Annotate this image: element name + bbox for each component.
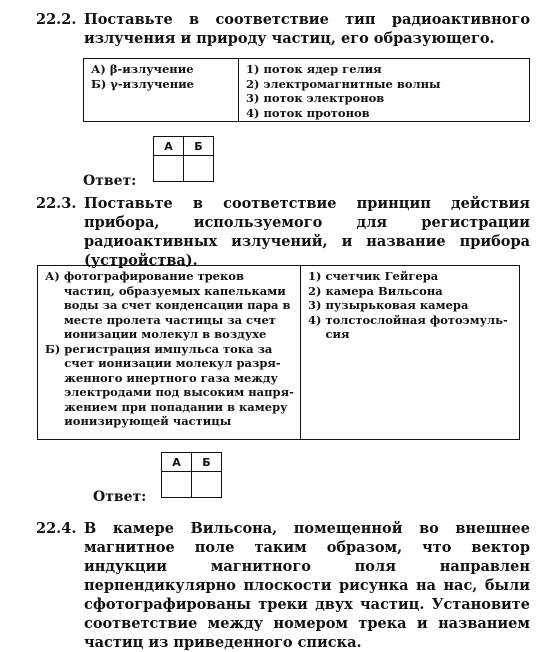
task-number: 22.4.	[36, 520, 77, 537]
matching-table-22-2	[83, 58, 530, 122]
task-22-4	[36, 519, 530, 652]
task-22-3	[36, 194, 530, 270]
right-item: 1) поток ядер гелия	[246, 62, 382, 76]
right-column	[300, 266, 519, 439]
left-column	[84, 59, 238, 121]
left-item: Б) регистрация импульса тока за счет ионизации молекул разряженного инертного газа между электродами под высоким напряжением при попадании в камеру ионизирующей частицы	[45, 341, 294, 428]
right-column	[238, 59, 529, 121]
answer-header: А	[154, 137, 184, 156]
task-22-2	[36, 10, 530, 48]
answer-cell-a[interactable]	[154, 156, 184, 182]
answer-cell-a[interactable]	[162, 472, 192, 498]
task-text: Поставьте в соответствие тип радиоактивного излучения и природу частиц, его образующего.	[84, 11, 530, 47]
left-item: А) фотографирование треков частиц, образуемых капельками воды за счет конденсации пара в месте пролета частицы за счет ионизации молекул в воздухе	[45, 269, 291, 341]
answer-header: А	[162, 453, 192, 472]
task-text: Поставьте в соответствие принцип действия прибора, используемого для регистрации радиоактивных излучений, и название прибора (устройства).	[84, 195, 530, 269]
answer-cell-b[interactable]	[192, 472, 222, 498]
left-column	[38, 266, 300, 439]
right-item: 4) толстослойная фотоэмульсия	[308, 312, 508, 341]
right-item: 2) камера Вильсона	[308, 283, 443, 298]
answer-grid-22-3	[161, 452, 222, 498]
left-item: Б) γ-излучение	[91, 76, 194, 91]
right-item: 4) поток протонов	[246, 105, 370, 120]
right-item: 3) пузырьковая камера	[308, 298, 469, 312]
answer-label: Ответ:	[83, 173, 137, 189]
answer-header: Б	[192, 453, 222, 472]
right-item: 1) счетчик Гейгера	[308, 269, 439, 283]
answer-grid-22-2	[153, 136, 214, 182]
answer-header: Б	[184, 137, 214, 156]
task-text: В камере Вильсона, помещенной во внешнее магнитное поле таким образом, что вектор индукции магнитного поля направлен перпендикулярно плоскости рисунка на нас, были сфотографированы треки двух частиц. Установите соответствие между номером трека и названием частиц из приведенного списка.	[84, 520, 530, 651]
right-item: 2) электромагнитные волны	[246, 76, 441, 91]
answer-label: Ответ:	[93, 489, 147, 505]
right-item: 3) поток электронов	[246, 91, 385, 105]
task-number: 22.3.	[36, 195, 77, 212]
task-number: 22.2.	[36, 11, 77, 28]
matching-table-22-3	[37, 265, 520, 440]
left-item: А) β-излучение	[91, 62, 194, 76]
answer-cell-b[interactable]	[184, 156, 214, 182]
